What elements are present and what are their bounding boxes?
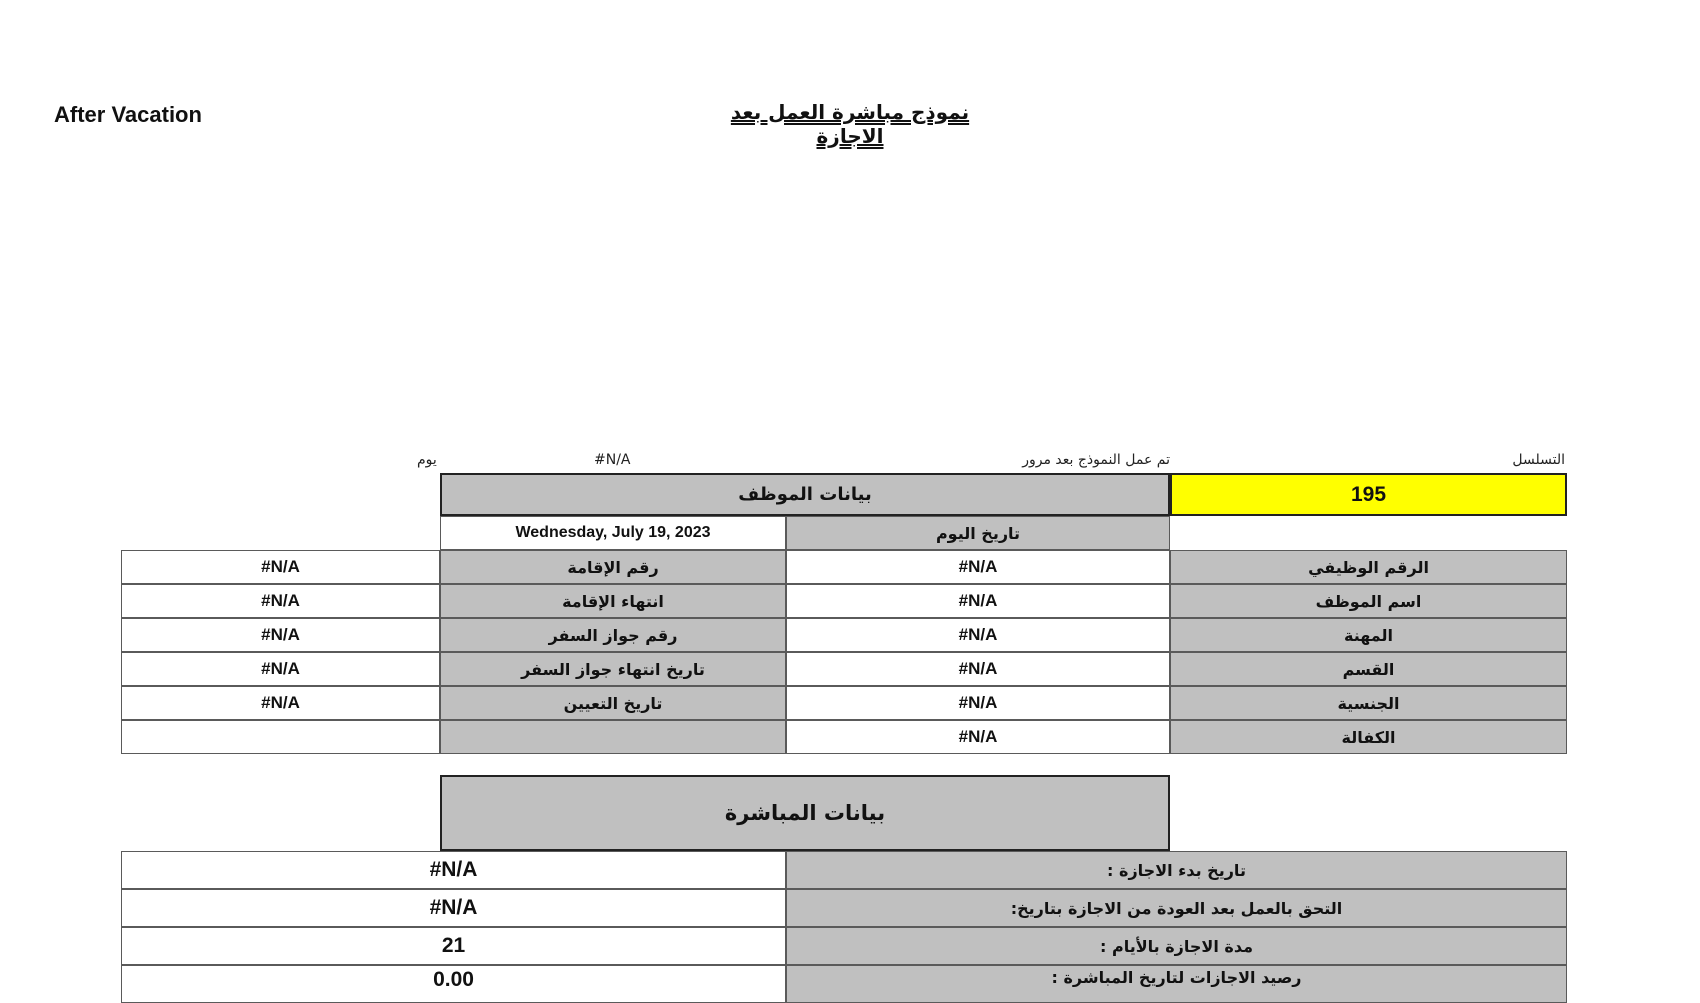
serial-label: التسلسل: [1512, 452, 1565, 468]
employee-label-right: الرقم الوظيفي: [1170, 550, 1567, 584]
employee-value-right: #N/A: [786, 584, 1170, 618]
employee-label-left: تاريخ التعيين: [440, 686, 786, 720]
employee-value-left: [121, 720, 440, 754]
elapsed-label: تم عمل النموذج بعد مرور: [1022, 452, 1170, 468]
employee-value-left: #N/A: [121, 686, 440, 720]
employee-label-right: الكفالة: [1170, 720, 1567, 754]
employee-label-right: الجنسية: [1170, 686, 1567, 720]
start-label: التحق بالعمل بعد العودة من الاجازة بتاريخ:: [786, 889, 1567, 927]
employee-label-left: [440, 720, 786, 754]
page-title-en: After Vacation: [54, 102, 202, 127]
employee-value-left: #N/A: [121, 550, 440, 584]
start-value: #N/A: [121, 889, 786, 927]
serial-number: 195: [1170, 473, 1567, 516]
employee-value-right: #N/A: [786, 720, 1170, 754]
start-label: تاريخ بدء الاجازة :: [786, 851, 1567, 889]
page-title-ar: نموذج مباشرة العمل بعد الاجازة: [730, 100, 970, 148]
employee-label-left: تاريخ انتهاء جواز السفر: [440, 652, 786, 686]
employee-label-left: رقم الإقامة: [440, 550, 786, 584]
employee-label-left: انتهاء الإقامة: [440, 584, 786, 618]
employee-label-left: رقم جواز السفر: [440, 618, 786, 652]
employee-value-right: #N/A: [786, 550, 1170, 584]
start-value: 21: [121, 927, 786, 965]
start-section-heading: بيانات المباشرة: [440, 775, 1170, 851]
elapsed-days-value: #N/A: [594, 452, 631, 468]
employee-label-right: المهنة: [1170, 618, 1567, 652]
day-label: يوم: [417, 452, 437, 468]
start-label: رصيد الاجازات لتاريخ المباشرة :: [786, 965, 1567, 1003]
today-date-label: تاريخ اليوم: [786, 516, 1170, 550]
start-value: 0.00: [121, 965, 786, 1003]
employee-value-right: #N/A: [786, 686, 1170, 720]
employee-value-left: #N/A: [121, 584, 440, 618]
employee-value-right: #N/A: [786, 652, 1170, 686]
employee-label-right: اسم الموظف: [1170, 584, 1567, 618]
today-date-value: Wednesday, July 19, 2023: [440, 516, 786, 550]
start-value: #N/A: [121, 851, 786, 889]
employee-label-right: القسم: [1170, 652, 1567, 686]
employee-value-right: #N/A: [786, 618, 1170, 652]
employee-value-left: #N/A: [121, 652, 440, 686]
employee-value-left: #N/A: [121, 618, 440, 652]
start-label: مدة الاجازة بالأيام :: [786, 927, 1567, 965]
employee-section-heading: بيانات الموظف: [440, 473, 1170, 516]
